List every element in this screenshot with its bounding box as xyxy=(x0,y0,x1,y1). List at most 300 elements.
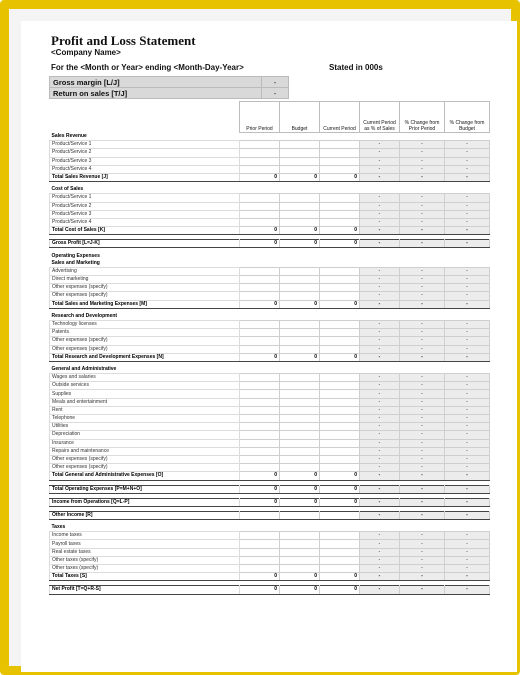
computed-cell: - xyxy=(400,406,445,414)
row-label: Total Taxes [S] xyxy=(50,573,240,581)
value-cell[interactable] xyxy=(240,313,280,321)
value-cell[interactable]: 0 xyxy=(320,300,360,308)
row-label[interactable]: Outside services xyxy=(50,382,240,390)
computed-cell xyxy=(445,252,490,259)
period-line[interactable]: For the <Month or Year> ending <Month-Day-Year> xyxy=(51,63,244,72)
value-cell[interactable] xyxy=(240,406,280,414)
value-cell[interactable] xyxy=(280,329,320,337)
line-item-row xyxy=(50,439,490,447)
total-row xyxy=(50,300,490,308)
value-cell[interactable]: 0 xyxy=(240,498,280,506)
value-cell[interactable] xyxy=(320,548,360,556)
row-label[interactable]: Other taxes (specify) xyxy=(50,565,240,573)
row-label[interactable]: Other expenses (specify) xyxy=(50,284,240,292)
section-header-row xyxy=(50,524,490,532)
value-cell[interactable] xyxy=(280,415,320,423)
value-cell[interactable] xyxy=(240,210,280,218)
row-label[interactable]: Patents xyxy=(50,329,240,337)
value-cell[interactable]: 0 xyxy=(240,353,280,361)
value-cell[interactable] xyxy=(280,565,320,573)
computed-cell: - xyxy=(400,540,445,548)
row-label[interactable]: Depreciation xyxy=(50,431,240,439)
value-cell[interactable] xyxy=(320,165,360,173)
computed-cell: - xyxy=(400,423,445,431)
row-label[interactable]: Technology licenses xyxy=(50,320,240,328)
computed-cell: - xyxy=(400,464,445,472)
computed-cell: - xyxy=(400,267,445,275)
value-cell[interactable] xyxy=(320,276,360,284)
computed-cell xyxy=(400,313,445,321)
value-cell[interactable] xyxy=(320,329,360,337)
computed-cell xyxy=(400,524,445,532)
value-cell[interactable] xyxy=(280,532,320,540)
computed-cell: - xyxy=(360,345,400,353)
value-cell[interactable] xyxy=(320,157,360,165)
value-cell[interactable] xyxy=(320,292,360,300)
value-cell[interactable] xyxy=(320,511,360,519)
computed-cell: - xyxy=(445,511,490,519)
computed-cell: - xyxy=(400,149,445,157)
value-cell[interactable] xyxy=(240,186,280,194)
line-item-row xyxy=(50,141,490,149)
column-header: Budget xyxy=(280,102,320,133)
computed-cell: - xyxy=(445,447,490,455)
value-cell[interactable] xyxy=(320,374,360,382)
pl-table xyxy=(49,101,490,595)
computed-cell: - xyxy=(400,337,445,345)
computed-cell: - xyxy=(360,173,400,181)
computed-cell xyxy=(445,313,490,321)
row-label[interactable]: Real estate taxes xyxy=(50,548,240,556)
line-item-row xyxy=(50,210,490,218)
row-label[interactable]: Other expenses (specify) xyxy=(50,337,240,345)
line-item-row xyxy=(50,390,490,398)
computed-cell: - xyxy=(445,337,490,345)
value-cell[interactable] xyxy=(320,390,360,398)
row-label[interactable]: Other taxes (specify) xyxy=(50,556,240,564)
value-cell[interactable] xyxy=(280,556,320,564)
computed-cell: - xyxy=(400,320,445,328)
value-cell[interactable] xyxy=(320,186,360,194)
computed-cell: - xyxy=(445,227,490,235)
row-label[interactable]: Product/Service 1 xyxy=(50,194,240,202)
line-item-row xyxy=(50,532,490,540)
value-cell[interactable] xyxy=(320,565,360,573)
computed-cell: - xyxy=(445,353,490,361)
computed-cell xyxy=(360,524,400,532)
value-cell[interactable] xyxy=(280,366,320,374)
value-cell[interactable] xyxy=(320,313,360,321)
total-row xyxy=(50,472,490,480)
row-label[interactable]: Other expenses (specify) xyxy=(50,455,240,463)
computed-cell: - xyxy=(400,141,445,149)
value-cell[interactable]: 0 xyxy=(280,586,320,594)
computed-cell: - xyxy=(400,202,445,210)
value-cell[interactable] xyxy=(280,165,320,173)
computed-cell: - xyxy=(400,548,445,556)
value-cell[interactable] xyxy=(280,186,320,194)
value-cell[interactable] xyxy=(240,532,280,540)
value-cell[interactable] xyxy=(320,464,360,472)
computed-cell: - xyxy=(360,498,400,506)
kpi-label: Return on sales [T/J] xyxy=(50,88,262,99)
value-cell[interactable] xyxy=(280,149,320,157)
value-cell[interactable] xyxy=(240,267,280,275)
value-cell[interactable] xyxy=(280,267,320,275)
computed-cell: - xyxy=(360,447,400,455)
value-cell[interactable] xyxy=(320,337,360,345)
row-label[interactable]: Product/Service 3 xyxy=(50,210,240,218)
computed-cell xyxy=(360,260,400,268)
value-cell[interactable] xyxy=(280,345,320,353)
computed-cell: - xyxy=(360,210,400,218)
value-cell[interactable] xyxy=(280,464,320,472)
value-cell[interactable] xyxy=(320,320,360,328)
computed-cell: - xyxy=(445,540,490,548)
row-label[interactable]: Utilities xyxy=(50,423,240,431)
value-cell[interactable] xyxy=(280,548,320,556)
column-header: % Change from Budget xyxy=(445,102,490,133)
row-label[interactable]: Meals and entertainment xyxy=(50,398,240,406)
row-label[interactable]: Repairs and maintenance xyxy=(50,447,240,455)
value-cell[interactable] xyxy=(320,210,360,218)
computed-cell: - xyxy=(445,240,490,248)
computed-cell: - xyxy=(360,284,400,292)
line-item-row xyxy=(50,464,490,472)
value-cell[interactable] xyxy=(280,439,320,447)
value-cell[interactable] xyxy=(240,202,280,210)
computed-cell: - xyxy=(400,329,445,337)
value-cell[interactable] xyxy=(280,423,320,431)
computed-cell: - xyxy=(400,485,445,493)
row-label[interactable]: Income taxes xyxy=(50,532,240,540)
computed-cell: - xyxy=(445,173,490,181)
value-cell[interactable]: 0 xyxy=(320,173,360,181)
value-cell[interactable] xyxy=(280,524,320,532)
computed-cell: - xyxy=(400,218,445,226)
value-cell[interactable] xyxy=(320,415,360,423)
value-cell[interactable] xyxy=(320,345,360,353)
value-cell[interactable] xyxy=(320,133,360,141)
row-label[interactable]: Product/Service 4 xyxy=(50,218,240,226)
value-cell[interactable]: 0 xyxy=(240,227,280,235)
value-cell[interactable]: 0 xyxy=(240,240,280,248)
value-cell[interactable] xyxy=(280,313,320,321)
value-cell[interactable] xyxy=(280,455,320,463)
computed-cell: - xyxy=(360,353,400,361)
value-cell[interactable] xyxy=(320,366,360,374)
value-cell[interactable] xyxy=(280,540,320,548)
value-cell[interactable] xyxy=(280,374,320,382)
value-cell[interactable] xyxy=(240,455,280,463)
total-row xyxy=(50,173,490,181)
computed-cell: - xyxy=(360,300,400,308)
computed-cell: - xyxy=(445,202,490,210)
value-cell[interactable] xyxy=(240,447,280,455)
value-cell[interactable] xyxy=(280,141,320,149)
computed-cell xyxy=(400,366,445,374)
section-label: General and Administrative xyxy=(51,365,117,372)
value-cell[interactable] xyxy=(280,390,320,398)
row-label[interactable]: Other expenses (specify) xyxy=(50,292,240,300)
computed-cell: - xyxy=(360,548,400,556)
value-cell[interactable] xyxy=(240,556,280,564)
value-cell[interactable] xyxy=(320,194,360,202)
value-cell[interactable] xyxy=(240,540,280,548)
value-cell[interactable] xyxy=(320,141,360,149)
column-header-row xyxy=(50,102,490,133)
row-label[interactable]: Direct marketing xyxy=(50,276,240,284)
row-label[interactable]: Product/Service 3 xyxy=(50,157,240,165)
computed-cell: - xyxy=(400,374,445,382)
value-cell[interactable] xyxy=(240,524,280,532)
value-cell[interactable] xyxy=(280,292,320,300)
value-cell[interactable]: 0 xyxy=(280,573,320,581)
value-cell[interactable] xyxy=(240,260,280,268)
value-cell[interactable] xyxy=(320,149,360,157)
company-name[interactable]: <Company Name> xyxy=(51,48,121,57)
computed-cell xyxy=(445,524,490,532)
row-label[interactable]: Payroll taxes xyxy=(50,540,240,548)
line-item-row xyxy=(50,165,490,173)
row-label[interactable]: Product/Service 2 xyxy=(50,149,240,157)
value-cell[interactable]: 0 xyxy=(320,498,360,506)
value-cell[interactable] xyxy=(280,447,320,455)
value-cell[interactable] xyxy=(320,252,360,259)
value-cell[interactable] xyxy=(280,406,320,414)
value-cell[interactable] xyxy=(320,455,360,463)
row-label: Other Income [R] xyxy=(50,511,240,519)
value-cell[interactable] xyxy=(320,540,360,548)
computed-cell: - xyxy=(445,586,490,594)
value-cell[interactable] xyxy=(320,556,360,564)
value-cell[interactable]: 0 xyxy=(240,485,280,493)
computed-cell: - xyxy=(445,276,490,284)
value-cell[interactable] xyxy=(280,218,320,226)
value-cell[interactable] xyxy=(240,337,280,345)
row-label[interactable]: Product/Service 1 xyxy=(50,141,240,149)
value-cell[interactable] xyxy=(240,548,280,556)
value-cell[interactable]: 0 xyxy=(240,586,280,594)
value-cell[interactable] xyxy=(240,439,280,447)
value-cell[interactable] xyxy=(240,252,280,259)
row-label[interactable]: Rent xyxy=(50,406,240,414)
row-label[interactable]: Product/Service 2 xyxy=(50,202,240,210)
value-cell[interactable] xyxy=(240,320,280,328)
value-cell[interactable] xyxy=(240,390,280,398)
value-cell[interactable] xyxy=(320,398,360,406)
value-cell[interactable] xyxy=(280,133,320,141)
value-cell[interactable] xyxy=(240,464,280,472)
value-cell[interactable]: 0 xyxy=(320,353,360,361)
value-cell[interactable] xyxy=(240,329,280,337)
line-item-row xyxy=(50,337,490,345)
value-cell[interactable] xyxy=(320,406,360,414)
computed-cell: - xyxy=(400,431,445,439)
value-cell[interactable] xyxy=(240,565,280,573)
value-cell[interactable] xyxy=(240,141,280,149)
value-cell[interactable] xyxy=(320,532,360,540)
computed-cell: - xyxy=(400,455,445,463)
value-cell[interactable]: 0 xyxy=(320,240,360,248)
computed-cell: - xyxy=(360,276,400,284)
value-cell[interactable]: 0 xyxy=(280,485,320,493)
value-cell[interactable] xyxy=(280,431,320,439)
value-cell[interactable] xyxy=(320,202,360,210)
computed-cell: - xyxy=(445,141,490,149)
value-cell[interactable] xyxy=(280,284,320,292)
value-cell[interactable] xyxy=(240,431,280,439)
value-cell[interactable]: 0 xyxy=(320,573,360,581)
computed-cell: - xyxy=(360,329,400,337)
computed-cell: - xyxy=(400,194,445,202)
value-cell[interactable]: 0 xyxy=(280,240,320,248)
value-cell[interactable] xyxy=(240,345,280,353)
computed-cell xyxy=(445,186,490,194)
value-cell[interactable]: 0 xyxy=(320,586,360,594)
value-cell[interactable]: 0 xyxy=(280,173,320,181)
row-label[interactable]: Supplies xyxy=(50,390,240,398)
value-cell[interactable] xyxy=(240,149,280,157)
value-cell[interactable]: 0 xyxy=(320,227,360,235)
line-item-row xyxy=(50,556,490,564)
value-cell[interactable]: 0 xyxy=(240,300,280,308)
value-cell[interactable] xyxy=(320,439,360,447)
value-cell[interactable]: 0 xyxy=(280,353,320,361)
value-cell[interactable] xyxy=(280,398,320,406)
value-cell[interactable] xyxy=(240,366,280,374)
computed-cell: - xyxy=(360,540,400,548)
page-title: Profit and Loss Statement xyxy=(51,33,196,48)
computed-cell: - xyxy=(445,532,490,540)
computed-cell: - xyxy=(360,382,400,390)
computed-cell: - xyxy=(445,284,490,292)
computed-cell: - xyxy=(360,398,400,406)
value-cell[interactable] xyxy=(240,292,280,300)
value-cell[interactable] xyxy=(240,157,280,165)
row-label[interactable]: Insurance xyxy=(50,439,240,447)
value-cell[interactable] xyxy=(320,267,360,275)
header-spacer xyxy=(50,102,240,133)
value-cell[interactable] xyxy=(320,284,360,292)
value-cell[interactable] xyxy=(280,194,320,202)
value-cell[interactable] xyxy=(320,524,360,532)
value-cell[interactable]: 0 xyxy=(240,173,280,181)
line-item-row xyxy=(50,382,490,390)
value-cell[interactable] xyxy=(240,165,280,173)
value-cell[interactable]: 0 xyxy=(280,472,320,480)
value-cell[interactable] xyxy=(320,447,360,455)
row-label: Total Cost of Sales [K] xyxy=(50,227,240,235)
row-label[interactable]: Advertising xyxy=(50,267,240,275)
value-cell[interactable] xyxy=(280,382,320,390)
value-cell[interactable] xyxy=(280,337,320,345)
value-cell[interactable] xyxy=(280,157,320,165)
value-cell[interactable] xyxy=(240,194,280,202)
kpi-value[interactable]: - xyxy=(262,77,289,88)
value-cell[interactable] xyxy=(240,423,280,431)
computed-cell: - xyxy=(360,292,400,300)
computed-cell xyxy=(445,260,490,268)
computed-cell: - xyxy=(360,157,400,165)
value-cell[interactable] xyxy=(280,320,320,328)
computed-cell xyxy=(445,133,490,141)
value-cell[interactable] xyxy=(240,218,280,226)
row-label[interactable]: Other expenses (specify) xyxy=(50,345,240,353)
computed-cell: - xyxy=(360,565,400,573)
value-cell[interactable]: 0 xyxy=(280,227,320,235)
value-cell[interactable] xyxy=(320,431,360,439)
value-cell[interactable] xyxy=(240,374,280,382)
row-label[interactable]: Product/Service 4 xyxy=(50,165,240,173)
value-cell[interactable]: 0 xyxy=(280,300,320,308)
value-cell[interactable] xyxy=(280,252,320,259)
computed-cell: - xyxy=(360,423,400,431)
value-cell[interactable] xyxy=(240,276,280,284)
row-label[interactable]: Telephone xyxy=(50,415,240,423)
computed-cell: - xyxy=(400,573,445,581)
computed-cell: - xyxy=(445,329,490,337)
section-label: Operating Expenses xyxy=(51,252,100,259)
value-cell[interactable] xyxy=(240,415,280,423)
computed-cell: - xyxy=(400,353,445,361)
value-cell[interactable] xyxy=(240,511,280,519)
computed-cell: - xyxy=(360,240,400,248)
value-cell[interactable]: 0 xyxy=(320,472,360,480)
computed-cell: - xyxy=(445,498,490,506)
value-cell[interactable] xyxy=(280,260,320,268)
row-label[interactable]: Other expenses (specify) xyxy=(50,464,240,472)
computed-cell: - xyxy=(400,227,445,235)
value-cell[interactable] xyxy=(240,133,280,141)
line-item-row xyxy=(50,149,490,157)
section-label: Research and Development xyxy=(51,312,118,319)
value-cell[interactable]: 0 xyxy=(240,472,280,480)
value-cell[interactable]: 0 xyxy=(240,573,280,581)
computed-cell: - xyxy=(400,157,445,165)
computed-cell: - xyxy=(400,210,445,218)
line-item-row xyxy=(50,423,490,431)
value-cell[interactable] xyxy=(320,218,360,226)
computed-cell: - xyxy=(445,573,490,581)
value-cell[interactable] xyxy=(240,382,280,390)
value-cell[interactable] xyxy=(280,202,320,210)
value-cell[interactable] xyxy=(240,398,280,406)
computed-cell: - xyxy=(400,439,445,447)
total-row xyxy=(50,498,490,506)
value-cell[interactable] xyxy=(320,260,360,268)
kpi-row xyxy=(50,88,289,99)
computed-cell: - xyxy=(445,406,490,414)
value-cell[interactable] xyxy=(280,210,320,218)
value-cell[interactable] xyxy=(280,511,320,519)
kpi-value[interactable]: - xyxy=(262,88,289,99)
value-cell[interactable] xyxy=(240,284,280,292)
value-cell[interactable] xyxy=(320,382,360,390)
computed-cell xyxy=(360,252,400,259)
row-label[interactable]: Wages and salaries xyxy=(50,374,240,382)
stated-units: Stated in 000s xyxy=(329,63,383,72)
computed-cell: - xyxy=(400,415,445,423)
computed-cell: - xyxy=(360,431,400,439)
total-row xyxy=(50,511,490,519)
computed-cell: - xyxy=(445,320,490,328)
value-cell[interactable]: 0 xyxy=(280,498,320,506)
value-cell[interactable] xyxy=(280,276,320,284)
computed-cell: - xyxy=(400,398,445,406)
value-cell[interactable] xyxy=(320,423,360,431)
value-cell[interactable]: 0 xyxy=(320,485,360,493)
